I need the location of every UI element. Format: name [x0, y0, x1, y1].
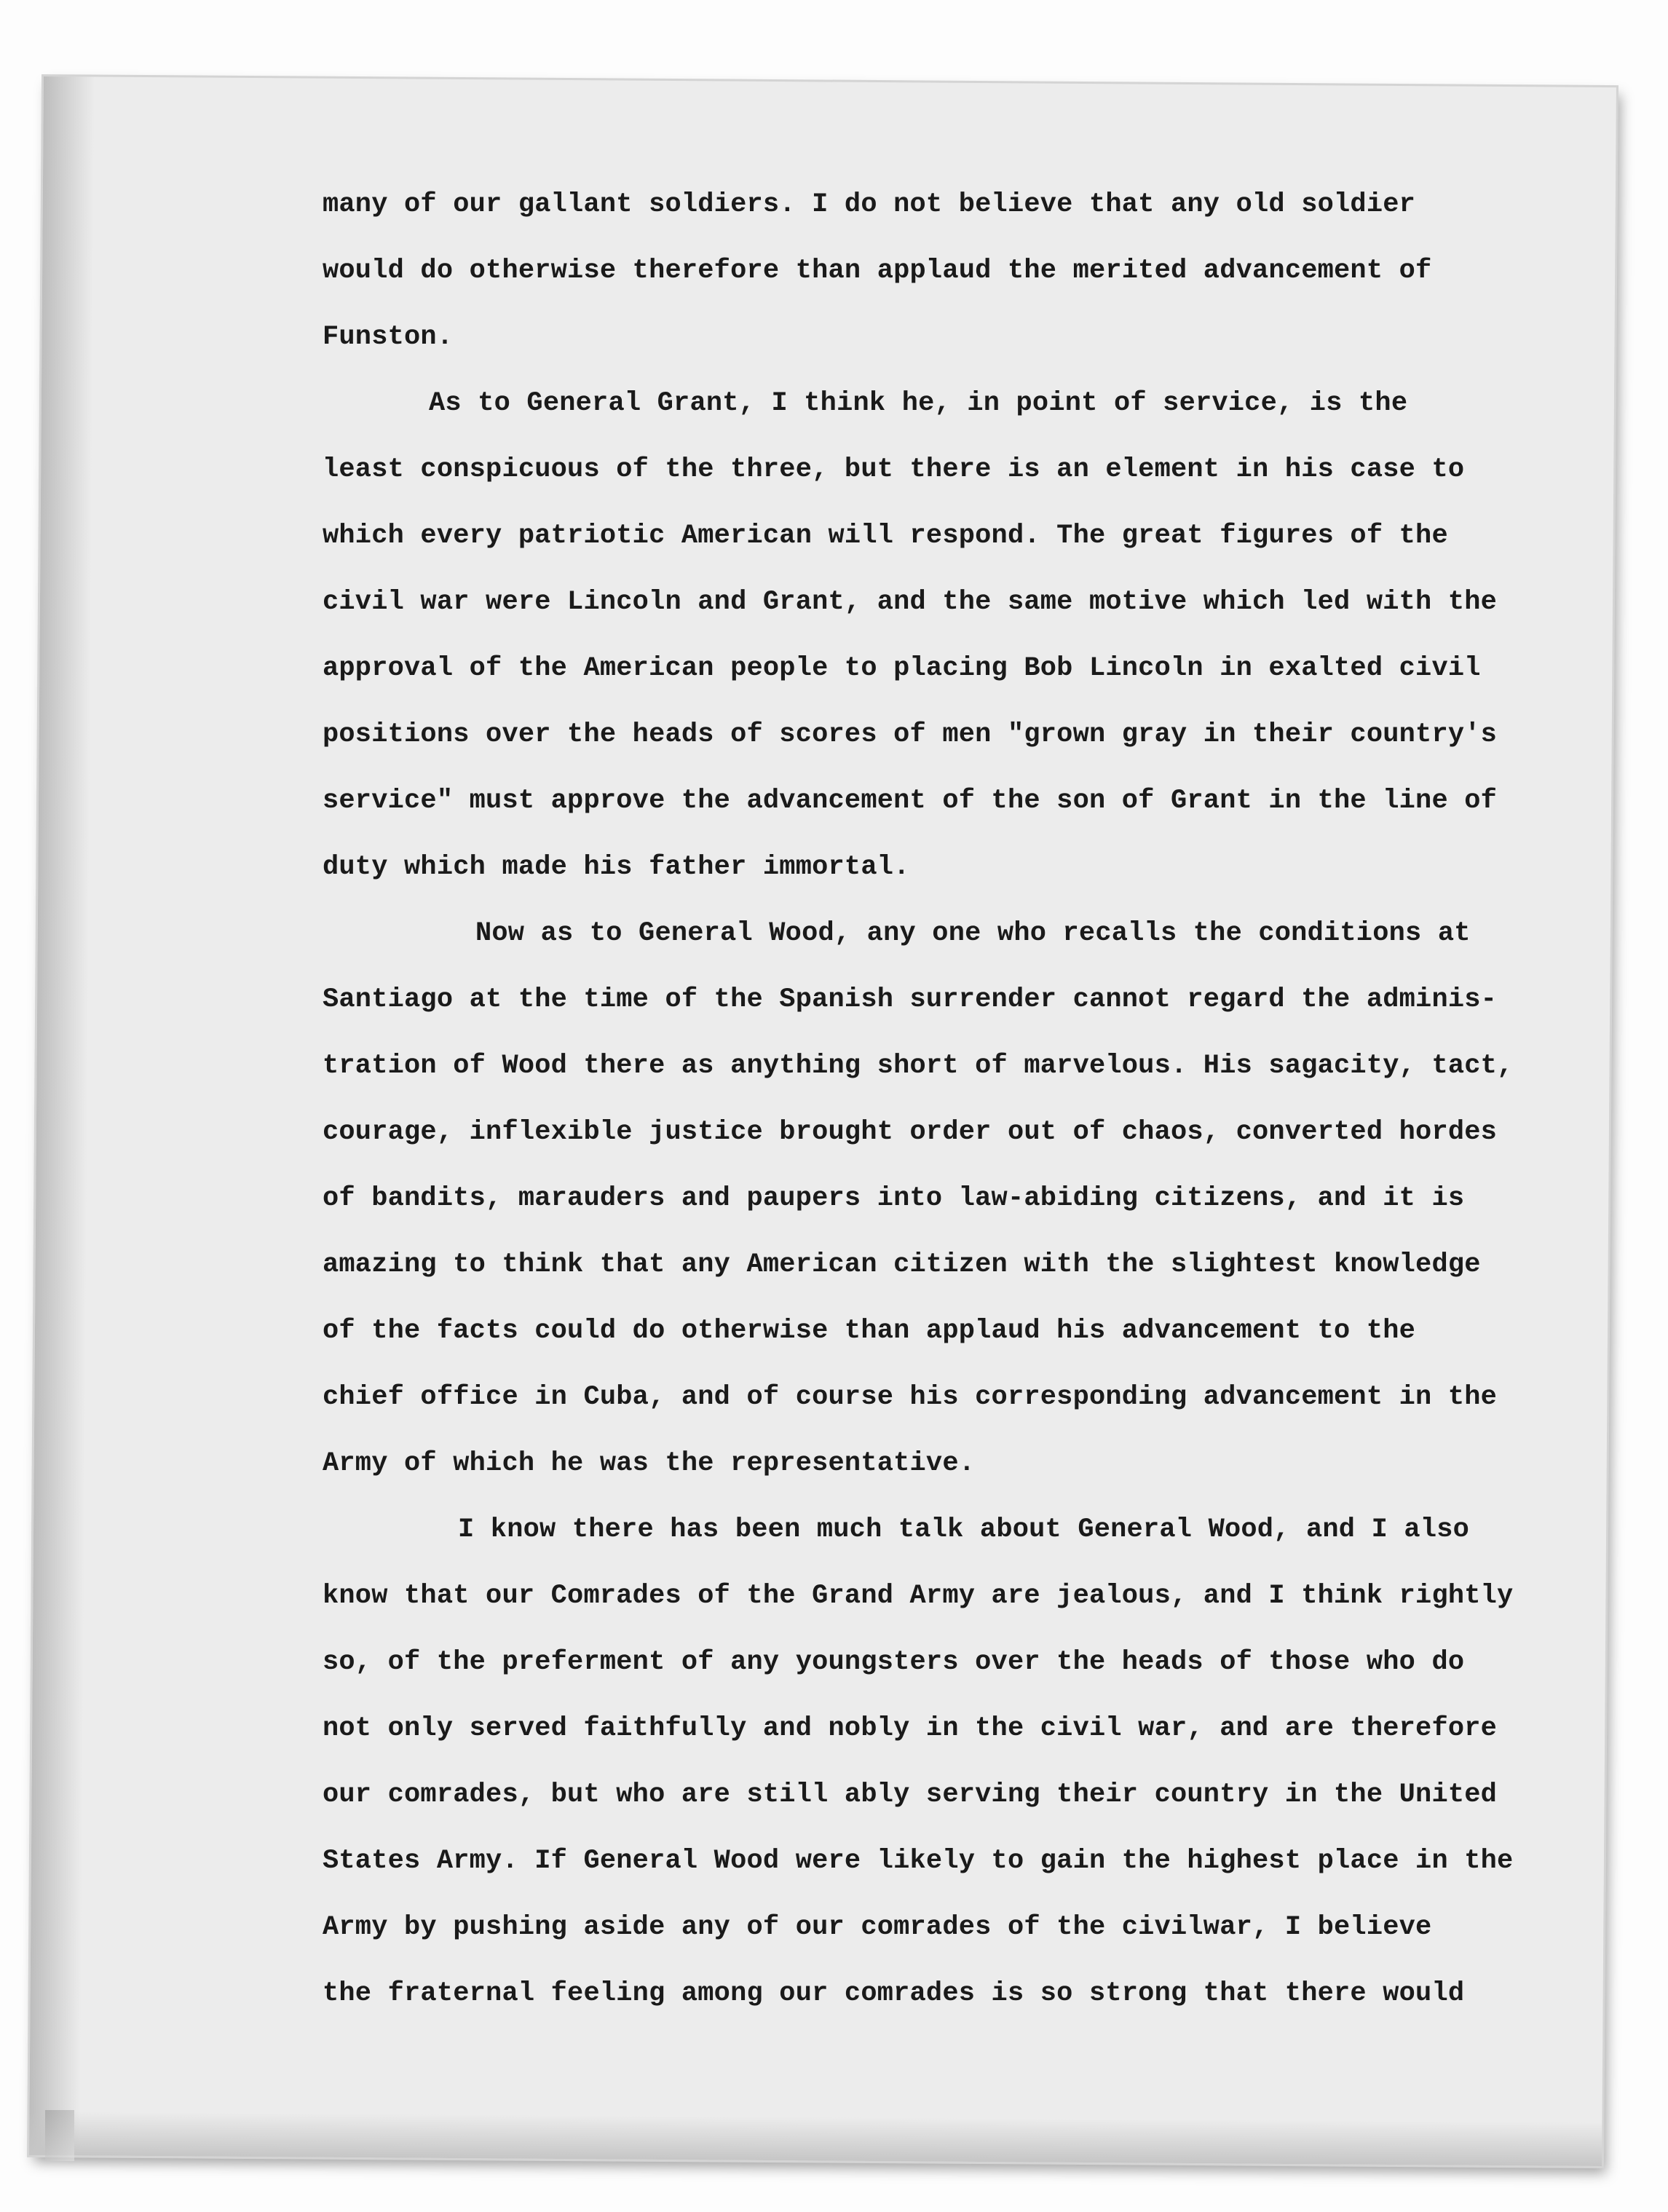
paragraph-start-line: Now as to General Wood, any one who recalls the conditions at	[475, 918, 1471, 949]
text-line: know that our Comrades of the Grand Army are jealous, and I think rightly	[323, 1581, 1514, 1611]
typed-text-block	[323, 172, 1514, 2027]
text-line: positions over the heads of scores of men "grown gray in their country's	[323, 719, 1498, 750]
page-corner-fold	[45, 2110, 74, 2161]
text-line: tration of Wood there as anything short of marvelous. His sagacity, tact,	[323, 1051, 1514, 1081]
text-line: so, of the preferment of any youngsters over the heads of those who do	[323, 1647, 1465, 1678]
text-line: approval of the American people to placing Bob Lincoln in exalted civil	[323, 653, 1481, 684]
text-line: many of our gallant soldiers. I do not believe that any old soldier	[323, 189, 1416, 220]
text-line: the fraternal feeling among our comrades is so strong that there would	[323, 1978, 1465, 2009]
text-line: States Army. If General Wood were likely to gain the highest place in the	[323, 1846, 1514, 1876]
paragraph-start-line: I know there has been much talk about General Wood, and I also	[458, 1514, 1470, 1545]
text-line: civil war were Lincoln and Grant, and the same motive which led with the	[323, 587, 1498, 617]
text-line: chief office in Cuba, and of course his corresponding advancement in the	[323, 1382, 1498, 1413]
text-line: courage, inflexible justice brought order out of chaos, converted hordes	[323, 1117, 1498, 1148]
text-line: not only served faithfully and nobly in the civil war, and are therefore	[323, 1713, 1498, 1744]
text-line: which every patriotic American will respond. The great figures of the	[323, 521, 1448, 551]
text-line: Army of which he was the representative.	[323, 1448, 976, 1479]
paragraph-start-line: As to General Grant, I think he, in point of service, is the	[429, 388, 1408, 419]
text-line: Army by pushing aside any of our comrades of the civilwar, I believe	[323, 1912, 1432, 1943]
text-line: our comrades, but who are still ably serving their country in the United	[323, 1780, 1498, 1810]
text-line: would do otherwise therefore than applaud the merited advancement of	[323, 256, 1432, 286]
text-line: Funston.	[323, 322, 454, 352]
text-line: least conspicuous of the three, but there is an element in his case to	[323, 454, 1465, 485]
text-line: duty which made his father immortal.	[323, 852, 910, 882]
text-line: of bandits, marauders and paupers into law-abiding citizens, and it is	[323, 1183, 1465, 1214]
text-line: service" must approve the advancement of the son of Grant in the line of	[323, 786, 1498, 816]
text-line: amazing to think that any American citizen with the slightest knowledge	[323, 1249, 1481, 1280]
text-line: Santiago at the time of the Spanish surrender cannot regard the adminis-	[323, 984, 1498, 1015]
text-line: of the facts could do otherwise than applaud his advancement to the	[323, 1316, 1416, 1346]
